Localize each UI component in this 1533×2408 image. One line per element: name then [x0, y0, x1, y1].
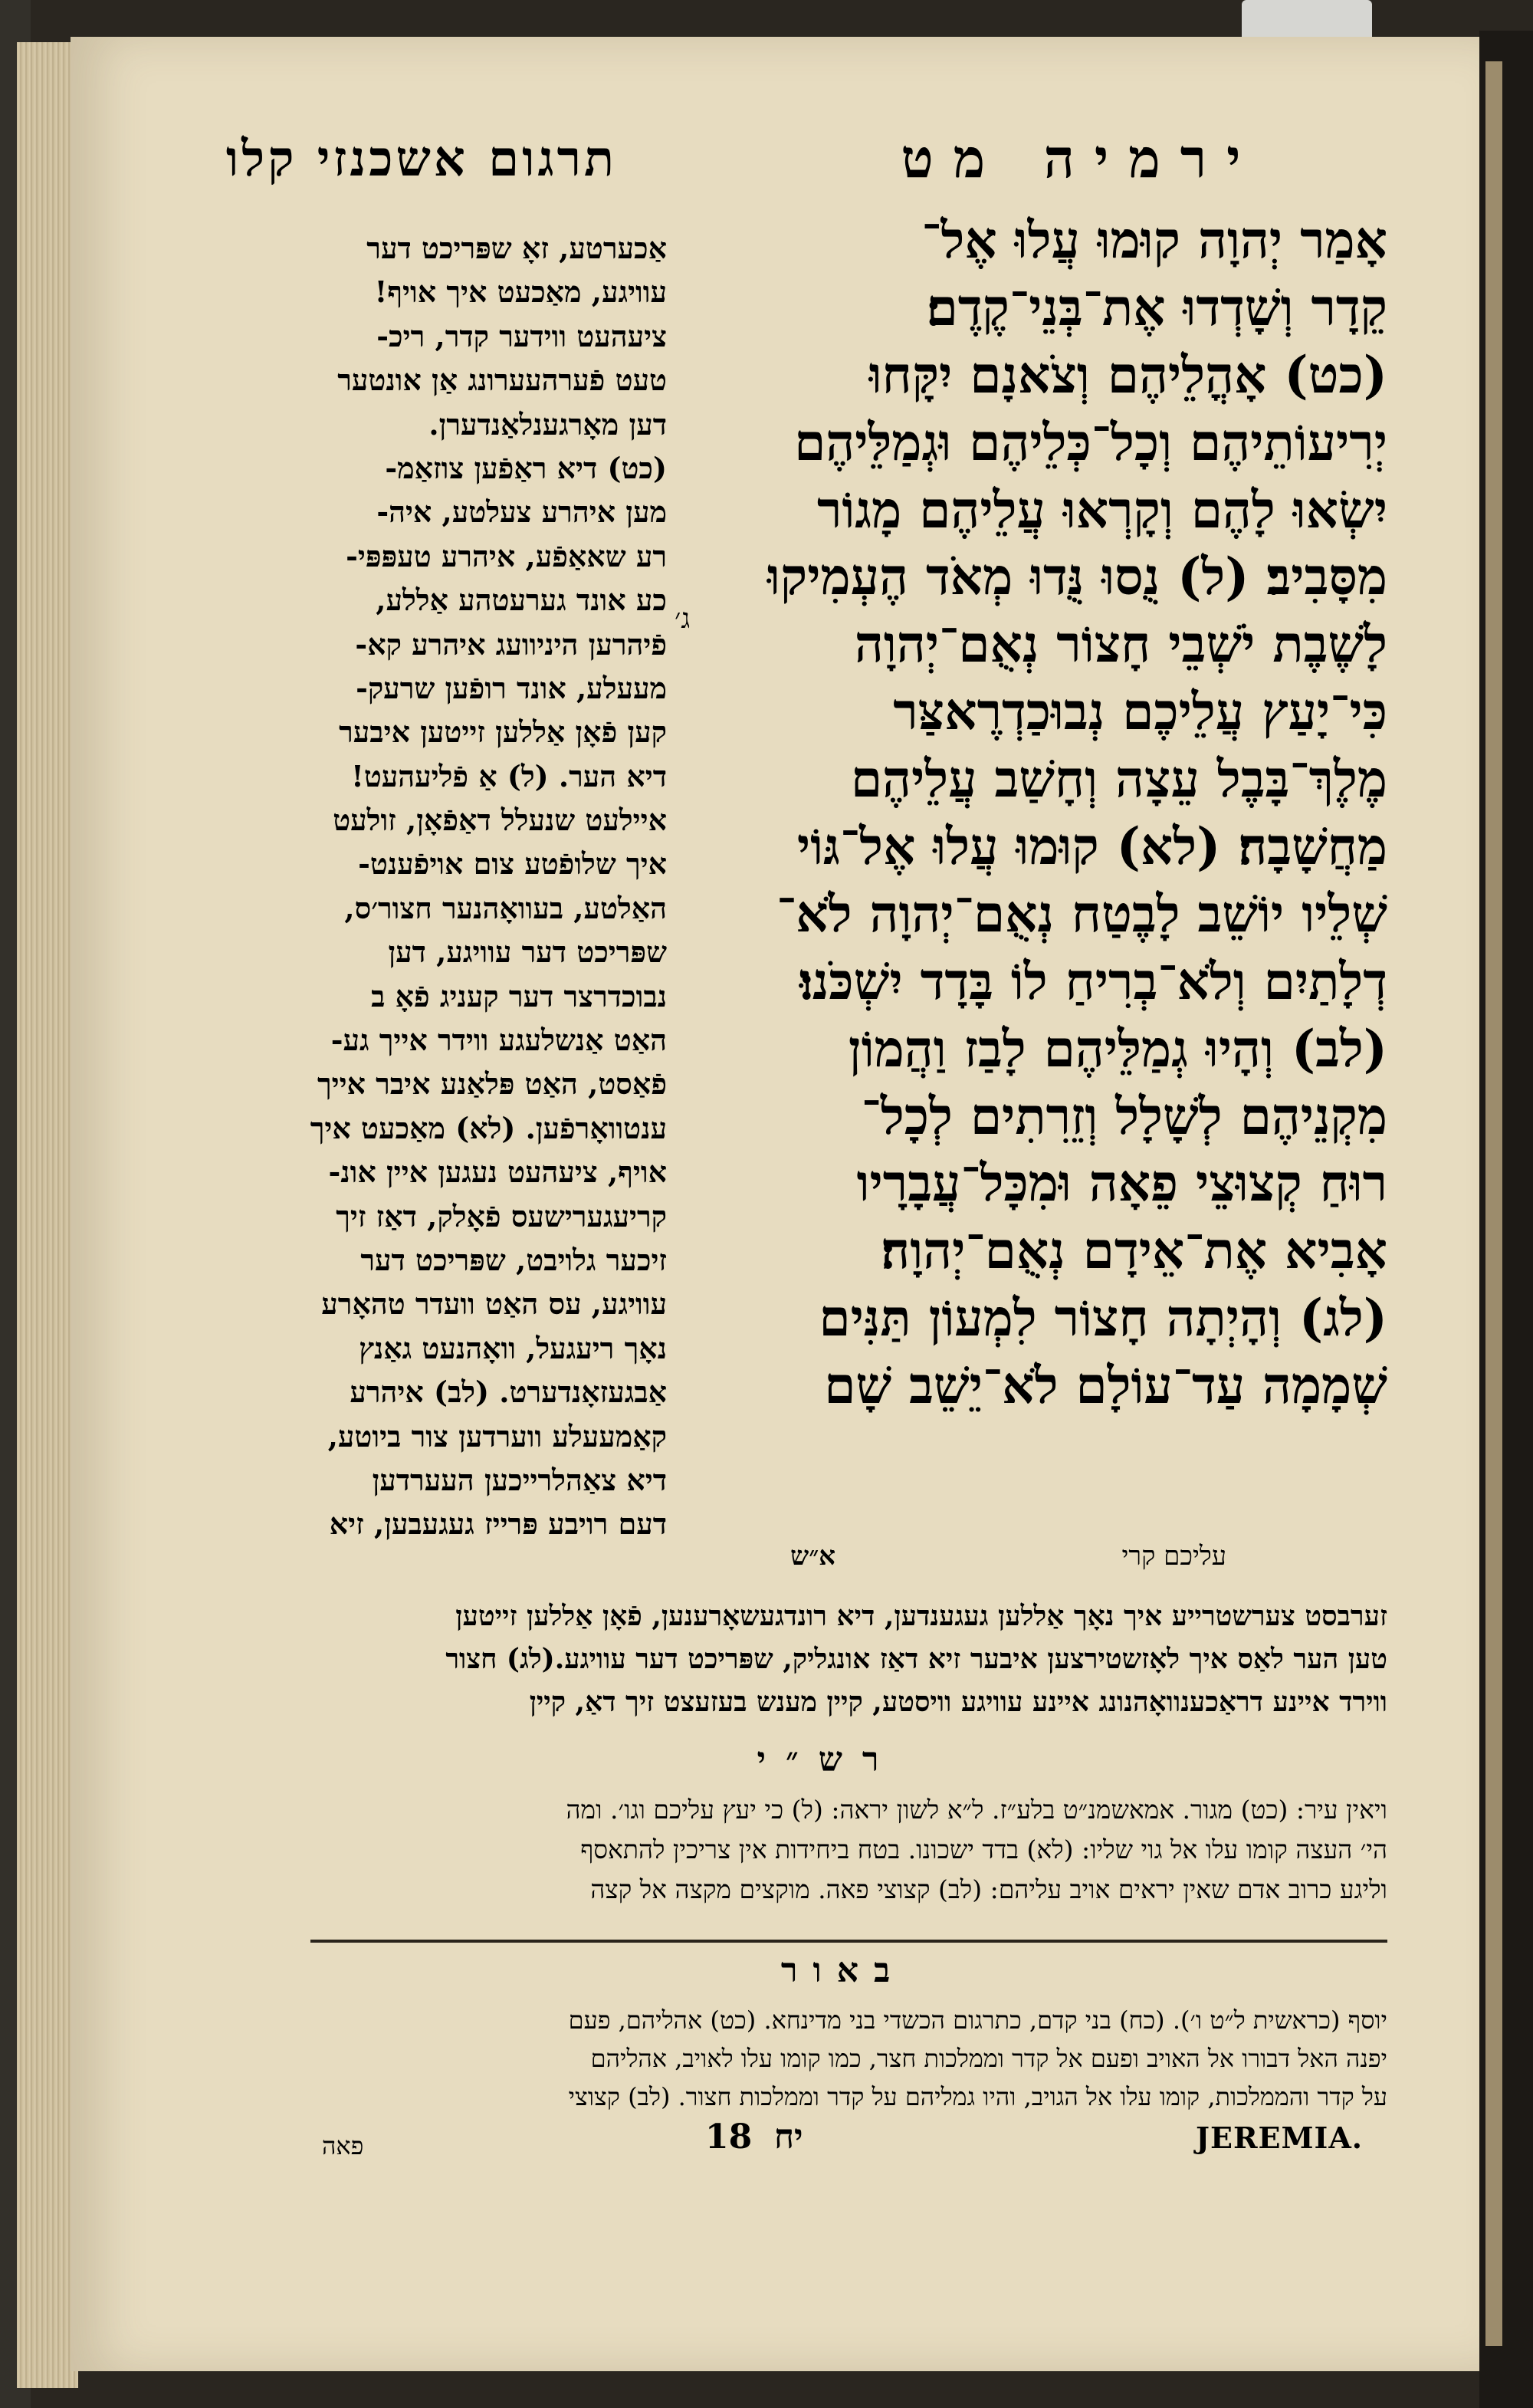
targum-line: דען מאָרגענלאַנדערן. [428, 406, 667, 442]
targum-continuation [230, 1595, 1387, 1723]
targum-line: (כט) דיא ראַפֿען צוזאַמ- [385, 450, 667, 485]
main-line: שְׁלֵיו יוֹשֵׁב לָבֶטַח נְאֻם־יְהוָה לֹא־ [776, 883, 1387, 944]
main-line: לָשֶׁבֶת יֹשְׁבֵי חָצוֹר נְאֻם־יְהוָה [854, 614, 1387, 675]
targum-line: אַבגעזאָנדערט. (לב) איהרע [350, 1375, 667, 1410]
rashi-commentary [230, 1790, 1387, 1910]
targum-line: אַכערטע, זאָ שפּריכט דער [366, 231, 667, 265]
main-line: רוּחַ קְצוּצֵי פֵאָה וּמִכָּל־עֲבָרָיו [856, 1153, 1387, 1214]
book-spine-edge [17, 42, 78, 2388]
biur-commentary [230, 2001, 1387, 2116]
targum-line: האַלטע, בעוואָהנער חצור׳ס, [344, 890, 667, 925]
main-header: ירמיה מט [901, 126, 1261, 190]
targum-line: פֿיהרען היניוועג איהרע קא- [355, 626, 667, 662]
targum-line: זיכער גלויבט, שפּריכט דער [360, 1242, 667, 1277]
rashi-line: ויאין עיר: (כט) מגור. אמאשמנ״ט בלע״ז. ל״א לשון יראה: (ל) כי יעץ עליכם וגו׳. ומה [566, 1795, 1387, 1825]
main-line: יְרִיעוֹתֵיהֶם וְכָל־כְּלֵיהֶם וּגְמַלֵּיהֶם [794, 412, 1387, 472]
main-line: דְלָתַיִם וְלֹא־בְרִיחַ לוֹ בָּדָד יִשְׁכֹּנוּ׃ [799, 951, 1387, 1011]
targum-line: נאָך ריעגעל, וואָהנעט גאַנץ [359, 1330, 667, 1365]
targum-line: אויף, ציעהעט נעגען איין אונ- [328, 1155, 667, 1190]
targum-line: קאַמעעלע ווערדען צור ביוטע, [327, 1418, 667, 1454]
targum-line: עוויגע, מאַכעט איך אויף! [374, 274, 667, 310]
targum-line: רע שאאַפֿע, איהרע טעפּפּי- [346, 538, 667, 573]
biur-title: באור [780, 1951, 906, 1990]
rashi-title: רש״י [757, 1740, 899, 1779]
targum-line: עוויגע, עס האַט וועדר טהאָרע [321, 1286, 667, 1322]
keri-note: עליכם קרי [1121, 1541, 1226, 1572]
targum-line: דעם רויבע פּרייז געגעבען, זיא [329, 1506, 667, 1542]
main-line: (כט) אָהֳלֵיהֶם וְצֹאנָם יִקָּחוּ [868, 344, 1387, 405]
targum-line: מען איהרע צעלטע, איה- [376, 494, 667, 530]
section-divider [310, 1940, 1387, 1943]
running-title: JEREMIA. [1196, 2121, 1364, 2155]
targum-line: ציעהעט ווידער קדר, ריכ- [376, 318, 667, 353]
targum-line: דיא צאַהלרייכען העערדען [372, 1462, 667, 1497]
targum-line: איילעט שנעלל דאַפֿאָן, זולעט [333, 803, 667, 838]
main-line: מַחֲשָׁבָה׃ (לא) קוּמוּ עֲלוּ אֶל־גּוֹי [796, 816, 1387, 877]
main-line: אָמַר יְהוָה קוּמוּ עֲלוּ אֶל־ [921, 210, 1387, 270]
targum-line: נבוכדרצר דער קעניג פֿאָ ב [371, 978, 667, 1013]
targum-line: מעעלע, אונד רופֿען שרעק- [356, 670, 667, 705]
page-number-hebrew: יח [774, 2117, 803, 2157]
main-line: (לג) וְהָיְתָה חָצוֹר לִמְעוֹן תַּנִּים [819, 1288, 1387, 1349]
keri-notes [682, 1541, 1387, 1579]
biur-line: על קדר והממלכות, קומו עלו אל הגויב, והיו גמליהם על קדר וממלכות חצור. (לב) קצוצי [568, 2082, 1387, 2111]
verse-side-mark: ג׳ [675, 603, 691, 635]
targum-header: תרגום אשכנזי קלו [225, 130, 618, 188]
targum-line: האַט אַנשלעגע ווידר אייך גע- [330, 1023, 667, 1058]
targum-line: שפּריכט דער עוויגע, דען [388, 935, 667, 970]
main-text-column [682, 207, 1387, 1420]
biur-line: יפנה האל דבורו אל האויב ופעם אל קדר וממלכות חצר, כמו קומו עלו לאויב, אהליהם [590, 2044, 1387, 2073]
facing-page-edge [1485, 61, 1502, 2346]
main-line: יִשְׂאוּ לָהֶם וְקָרְאוּ עֲלֵיהֶם מָגוֹר [816, 479, 1387, 540]
keri-note: א״ש [790, 1541, 835, 1572]
targum-line: ענטוואָרפֿען. (לא) מאַכעט איך [310, 1110, 667, 1145]
rashi-line: הי׳ העצה קומו עלו אל גוי שליו: (לא) בדד ישכונו. בטח ביחידות אין צריכין להתאסף [580, 1835, 1387, 1864]
targum-line: קריעגערישעס פֿאָלק, דאַז זיך [336, 1198, 667, 1234]
targum-line: קען פֿאָן אַללען זייטען איבער [339, 715, 667, 750]
targum-line: דיא הער. (ל) אַ פֿליעהעט! [351, 758, 667, 793]
continuation-line: זערבסט צערשטרייע איך נאָך אַללען געגענדען, דיא רונדגעשאָרענען, פֿאָן אַללען זייטען [455, 1600, 1387, 1632]
targum-line: פֿאַסט, האַט פּלאַנע איבר אייך [317, 1066, 667, 1102]
biur-line: יוסף (כראשית ל״ט ו׳). (כח) בני קדם, כתרגום הכשדי בני מדינחא. (כט) אהליהם, פעם [568, 2006, 1387, 2035]
main-line: מִקְנֵיהֶם לְשָׁלָל וְזֵרִתִים לְכָל־ [861, 1086, 1387, 1146]
catchword: פאה [322, 2131, 364, 2160]
continuation-line: ווירד איינע דראַכענוואָהנונג איינע עוויגע וויסטע, קיין מענש בעזעצט זיך דאַ, קיין [529, 1686, 1387, 1718]
targum-line: איך שלופֿטע צום אויפֿענט- [358, 846, 667, 882]
continuation-line: טען הער לאַס איך לאָזשטירצען איבער זיא דאַז אונגליק, שפּריכט דער עוויגע.(לג) חצור [445, 1643, 1387, 1675]
main-line: (לב) וְהָיוּ גְמַלֵּיהֶם לָבַז וַהֲמוֹן [848, 1018, 1387, 1079]
targum-line: טעט פֿערהעערונג אַן אונטער [337, 363, 667, 398]
page-number: 18 [705, 2117, 753, 2157]
main-line: אָבִיא אֶת־אֵידָם נְאֻם־יְהוָה׃ [881, 1220, 1387, 1281]
main-line: שְׁמָמָה עַד־עוֹלָם לֹא־יֵשֵׁב שָׁם [824, 1355, 1387, 1416]
main-line: מֶלֶךְ־בָּבֶל עֵצָה וְחָשַׁב עֲלֵיהֶם [850, 749, 1387, 810]
main-line: קֵדָר וְשָׁדְדוּ אֶת־בְּנֵי־קֶדֶם׃ [926, 277, 1387, 337]
targum-column [184, 226, 667, 1546]
rashi-line: וליגע כרוב אדם שאין יראים אויב עליהם: (לב) קצוצי פאה. מוקצים מקצה אל קצה [590, 1874, 1387, 1904]
main-line: מִסָּבִיב׃ (ל) נֻסוּ נֻּדוּ מְאֹד הֶעְמִיקוּ [767, 547, 1387, 607]
main-line: כִּי־יָעַץ עֲלֵיכֶם נְבוּכַדְרֶאצַּר [893, 682, 1387, 742]
targum-line: כע אונד גערעטהע אַללע, [376, 583, 667, 618]
